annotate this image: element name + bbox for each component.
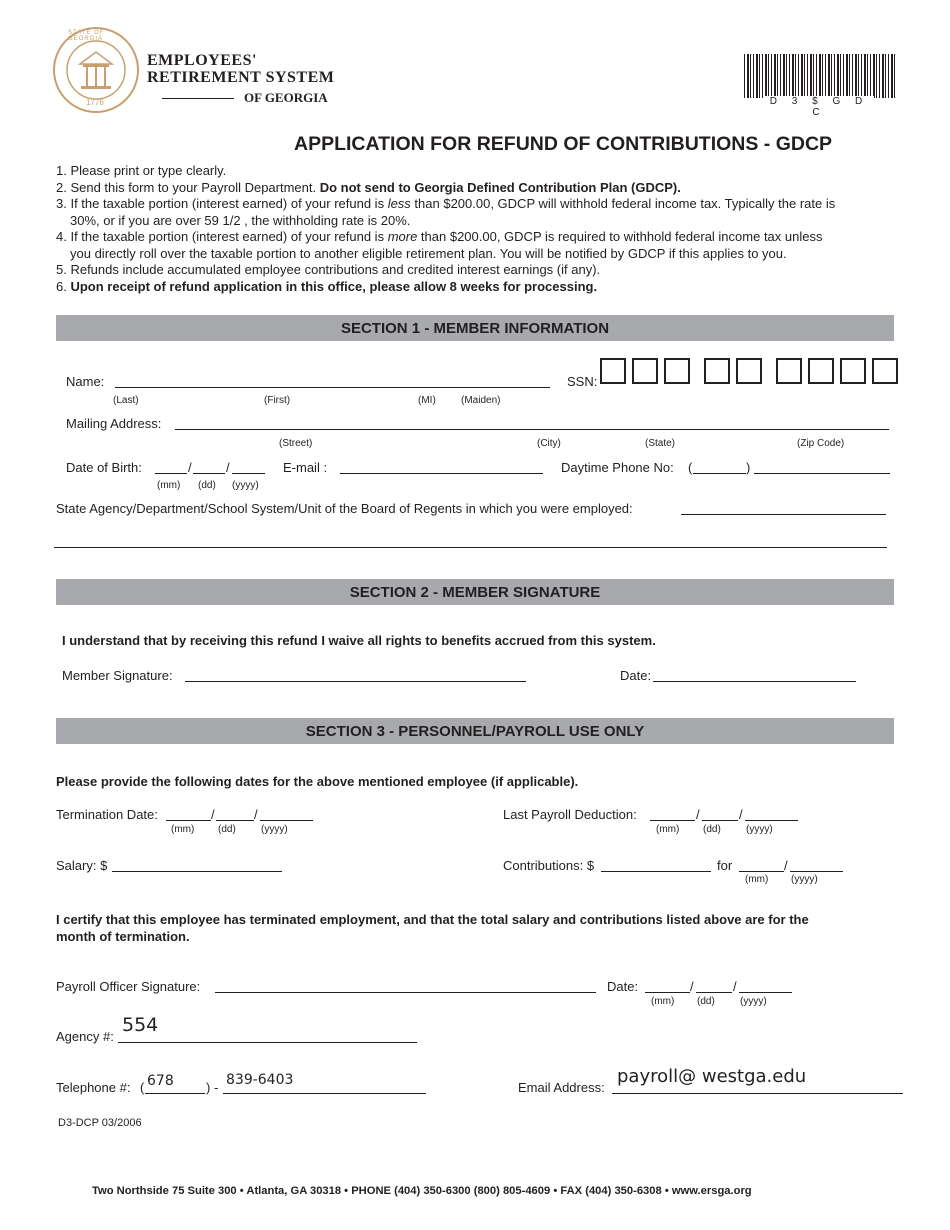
- barcode: [744, 54, 896, 118]
- telephone-number-value: 839-6403: [226, 1072, 294, 1088]
- contributions-label: Contributions: $: [503, 858, 595, 873]
- officer-date-slash-2: /: [733, 979, 737, 994]
- seal-text: STATE OF GEORGIA: [68, 30, 105, 42]
- officer-date-dd-hint: (dd): [697, 996, 715, 1007]
- state-hint: (State): [645, 438, 676, 449]
- termination-day-field[interactable]: [216, 820, 254, 821]
- agency-number-value: 554: [122, 1014, 159, 1036]
- org-line2: RETIREMENT SYSTEM: [147, 69, 335, 86]
- state-seal: [50, 26, 142, 114]
- instruction-2: 2. Send this form to your Payroll Department. Do not send to Georgia Defined Contribution Plan (GDCP).: [56, 179, 681, 195]
- ssn-box-5[interactable]: [736, 358, 762, 384]
- section3-header: SECTION 3 - PERSONNEL/PAYROLL USE ONLY: [56, 718, 894, 744]
- agency-number-label: Agency #:: [56, 1029, 114, 1044]
- officer-date-yyyy-hint: (yyyy): [740, 996, 767, 1007]
- member-signature-field[interactable]: [185, 681, 526, 682]
- officer-date-label: Date:: [607, 979, 639, 994]
- employer-label: State Agency/Department/School System/Unit of the Board of Regents in which you were employed:: [56, 501, 633, 516]
- zip-hint: (Zip Code): [797, 438, 845, 449]
- city-hint: (City): [537, 438, 561, 449]
- dob-slash-1: /: [188, 460, 192, 475]
- contributions-field[interactable]: [601, 871, 711, 872]
- ssn-box-7[interactable]: [808, 358, 834, 384]
- ssn-box-4[interactable]: [704, 358, 730, 384]
- payroll-officer-signature-label: Payroll Officer Signature:: [56, 979, 201, 994]
- certify-statement: [56, 911, 809, 945]
- officer-date-mm-hint: (mm): [651, 996, 675, 1007]
- contributions-month-field[interactable]: [739, 871, 784, 872]
- org-name: [147, 52, 335, 105]
- employer-field-line2[interactable]: [54, 547, 887, 548]
- ssn-box-3[interactable]: [664, 358, 690, 384]
- termination-date-label: Termination Date:: [56, 807, 158, 822]
- instruction-3-cont: 30%, or if you are over 59 1/2 , the withholding rate is 20%.: [70, 212, 411, 228]
- org-divider: [162, 98, 234, 99]
- telephone-paren-open: (: [140, 1080, 145, 1095]
- certify-line-1: I certify that this employee has terminated employment, and that the total salary and contributions listed above are for the: [56, 912, 809, 927]
- email-field[interactable]: [340, 473, 543, 474]
- officer-date-year-field[interactable]: [739, 992, 792, 993]
- section1-header: SECTION 1 - MEMBER INFORMATION: [56, 315, 894, 341]
- barcode-text: D 3 $ G D C: [764, 96, 874, 118]
- email-address-value: payroll@ westga.edu: [617, 1066, 807, 1087]
- ssn-box-9[interactable]: [872, 358, 898, 384]
- name-first-hint: (First): [264, 395, 291, 406]
- mailing-address-field[interactable]: [175, 429, 889, 430]
- employer-field[interactable]: [681, 514, 886, 515]
- contributions-slash: /: [784, 858, 788, 873]
- telephone-area-value: 678: [147, 1073, 174, 1089]
- instruction-6: 6. Upon receipt of refund application in this office, please allow 8 weeks for processing.: [56, 278, 598, 294]
- dob-slash-2: /: [226, 460, 230, 475]
- salary-label: Salary: $: [56, 858, 108, 873]
- daytime-phone-label: Daytime Phone No:: [561, 460, 674, 475]
- member-signature-label: Member Signature:: [62, 668, 173, 683]
- dob-day-field[interactable]: [193, 473, 225, 474]
- contributions-year-field[interactable]: [790, 871, 843, 872]
- termination-slash-1: /: [211, 807, 215, 822]
- phone-number-field[interactable]: [754, 473, 890, 474]
- instruction-4: 4. If the taxable portion (interest earned) of your refund is more than $200.00, GDCP is required to withhold federal income tax unless: [56, 229, 823, 244]
- instruction-4-cont: you directly roll over the taxable portion to another eligible retirement plan. You will be notified by GDCP if this applies to you.: [70, 245, 787, 261]
- name-last-hint: (Last): [113, 395, 139, 406]
- section2-header: SECTION 2 - MEMBER SIGNATURE: [56, 579, 894, 605]
- waiver-statement: I understand that by receiving this refund I waive all rights to benefits accrued from this system.: [62, 633, 656, 648]
- phone-paren-close: ): [746, 460, 751, 475]
- mailing-address-label: Mailing Address:: [66, 416, 162, 431]
- officer-date-day-field[interactable]: [696, 992, 732, 993]
- certify-line-2: month of termination.: [56, 929, 190, 944]
- form-code: D3-DCP 03/2006: [58, 1117, 142, 1129]
- ssn-box-6[interactable]: [776, 358, 802, 384]
- termination-month-field[interactable]: [166, 820, 211, 821]
- name-field[interactable]: [115, 387, 550, 388]
- telephone-number-field[interactable]: [223, 1093, 426, 1094]
- agency-number-field[interactable]: [118, 1042, 417, 1043]
- last-payroll-month-field[interactable]: [650, 820, 695, 821]
- instruction-5: 5. Refunds include accumulated employee contributions and credited interest earnings (if any).: [56, 262, 601, 277]
- form-title: APPLICATION FOR REFUND OF CONTRIBUTIONS - GDCP: [294, 133, 833, 155]
- payroll-officer-signature-field[interactable]: [215, 992, 596, 993]
- member-date-label: Date:: [620, 668, 652, 683]
- barcode-bars: [744, 54, 896, 98]
- last-payroll-year-field[interactable]: [745, 820, 798, 821]
- contributions-yyyy-hint: (yyyy): [791, 874, 818, 885]
- email-label: E-mail :: [283, 460, 328, 475]
- dob-mm-hint: (mm): [157, 480, 181, 491]
- last-payroll-yyyy-hint: (yyyy): [746, 824, 773, 835]
- name-mi-hint: (MI): [418, 395, 436, 406]
- seal-year: 1776: [86, 98, 104, 107]
- org-line3: OF GEORGIA: [244, 90, 328, 105]
- last-payroll-day-field[interactable]: [702, 820, 738, 821]
- ssn-box-1[interactable]: [600, 358, 626, 384]
- section3-prompt: Please provide the following dates for the above mentioned employee (if applicable).: [56, 774, 579, 789]
- termination-dd-hint: (dd): [218, 824, 236, 835]
- ssn-box-2[interactable]: [632, 358, 658, 384]
- org-line1: EMPLOYEES': [147, 52, 257, 69]
- last-payroll-dd-hint: (dd): [703, 824, 721, 835]
- termination-slash-2: /: [254, 807, 258, 822]
- dob-year-field[interactable]: [232, 473, 265, 474]
- instructions: [56, 163, 835, 295]
- instruction-3: 3. If the taxable portion (interest earned) of your refund is less than $200.00, GDCP will withhold federal income tax. Typically the rate is: [56, 196, 836, 211]
- street-hint: (Street): [279, 438, 313, 449]
- salary-field[interactable]: [112, 871, 282, 872]
- member-date-field[interactable]: [653, 681, 856, 682]
- last-payroll-slash-1: /: [696, 807, 700, 822]
- ssn-box-8[interactable]: [840, 358, 866, 384]
- termination-year-field[interactable]: [260, 820, 313, 821]
- footer-address: Two Northside 75 Suite 300 • Atlanta, GA 30318 • PHONE (404) 350-6300 (800) 805-4609 • FAX (404) 350-6308 • www.ersga.org: [92, 1185, 752, 1197]
- officer-date-month-field[interactable]: [645, 992, 690, 993]
- dob-dd-hint: (dd): [198, 480, 216, 491]
- telephone-area-field[interactable]: [145, 1093, 205, 1094]
- termination-yyyy-hint: (yyyy): [261, 824, 288, 835]
- telephone-paren-close: ) -: [206, 1080, 219, 1095]
- last-payroll-label: Last Payroll Deduction:: [503, 807, 637, 822]
- ssn-label: SSN:: [567, 374, 598, 389]
- instruction-1: 1. Please print or type clearly.: [56, 163, 227, 178]
- for-label: for: [717, 858, 733, 873]
- telephone-label: Telephone #:: [56, 1080, 131, 1095]
- name-label: Name:: [66, 374, 105, 389]
- name-maiden-hint: (Maiden): [461, 395, 501, 406]
- dob-yyyy-hint: (yyyy): [232, 480, 259, 491]
- phone-paren-open: (: [688, 460, 693, 475]
- last-payroll-slash-2: /: [739, 807, 743, 822]
- dob-month-field[interactable]: [155, 473, 187, 474]
- email-address-field[interactable]: [612, 1093, 903, 1094]
- email-address-label: Email Address:: [518, 1080, 605, 1095]
- last-payroll-mm-hint: (mm): [656, 824, 680, 835]
- officer-date-slash-1: /: [690, 979, 694, 994]
- contributions-mm-hint: (mm): [745, 874, 769, 885]
- dob-label: Date of Birth:: [66, 460, 142, 475]
- termination-mm-hint: (mm): [171, 824, 195, 835]
- phone-area-field[interactable]: [693, 473, 746, 474]
